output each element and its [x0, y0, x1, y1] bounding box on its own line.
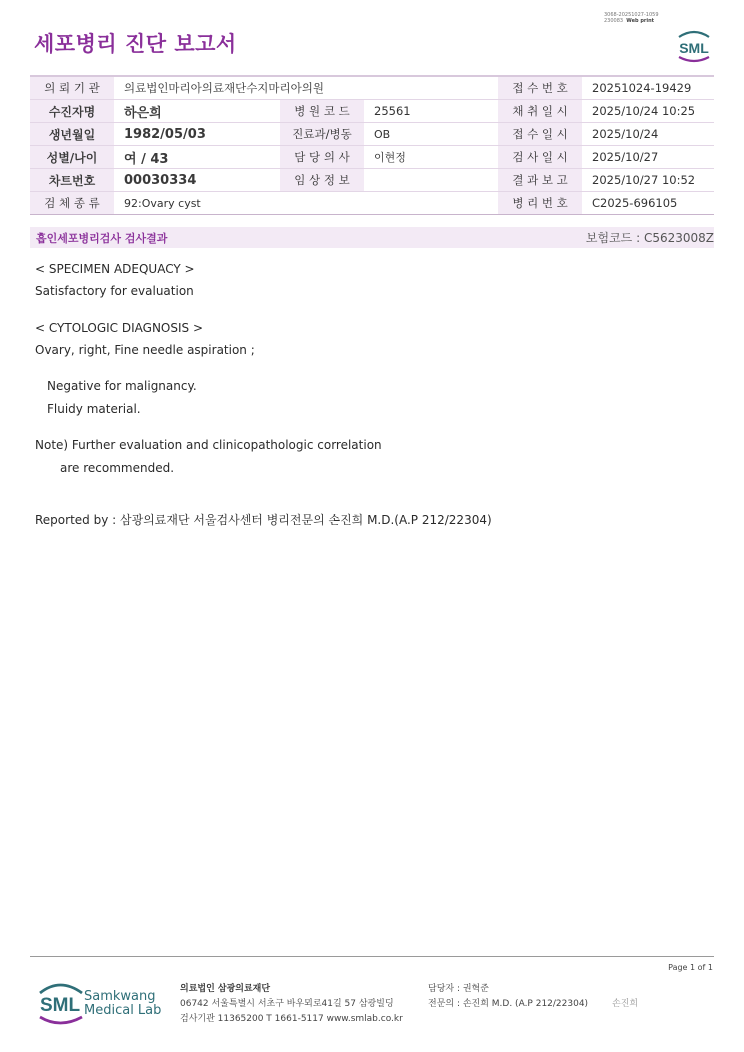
value-receipt-number: 20251024-19429	[582, 76, 714, 100]
value-collection-datetime: 2025/10/24 10:25	[582, 100, 714, 123]
sml-footer-logo-icon	[36, 979, 90, 1027]
print-id	[604, 12, 659, 24]
finding-fluidy: Fluidy material.	[47, 402, 141, 416]
label-patient-name: 수진자명	[30, 100, 114, 123]
label-hospital-code: 병 원 코 드	[280, 100, 364, 123]
label-specimen-type: 검 체 종 류	[30, 192, 114, 215]
page-title: 세포병리 진단 보고서	[34, 32, 237, 56]
value-pathology-number: C2025-696105	[582, 192, 714, 215]
footer-divider	[30, 956, 714, 957]
diagnosis-site: Ovary, right, Fine needle aspiration ;	[35, 343, 255, 357]
sml-logo-text: SML	[679, 40, 709, 56]
table-row	[30, 146, 714, 169]
label-attending-physician: 담 당 의 사	[280, 146, 364, 169]
value-hospital-code: 25561	[364, 100, 498, 123]
label-sex-age: 성별/나이	[30, 146, 114, 169]
table-row	[30, 76, 714, 100]
label-receipt-date: 접 수 일 시	[498, 123, 582, 146]
label-pathology-number: 병 리 번 호	[498, 192, 582, 215]
value-department: OB	[364, 123, 498, 146]
label-chart-number: 차트번호	[30, 169, 114, 192]
value-exam-date: 2025/10/27	[582, 146, 714, 169]
reported-by: Reported by : 삼광의료재단 서울검사센터 병리전문의 손진희 M.D.(A.P 212/22304)	[35, 513, 492, 527]
print-id-line2: 230083	[604, 18, 624, 24]
value-specimen-type: 92:Ovary cyst	[114, 192, 498, 215]
table-row	[30, 123, 714, 146]
table-row	[30, 169, 714, 192]
label-result-report: 결 과 보 고	[498, 169, 582, 192]
label-requesting-institution: 의 뢰 기 관	[30, 76, 114, 100]
address: 06742 서울특별시 서초구 바우뫼로41길 57 삼광빌딩	[180, 999, 394, 1009]
patient-info-table	[30, 75, 714, 215]
value-clinical-info	[364, 169, 498, 192]
table-row	[30, 192, 714, 215]
label-birth-date: 생년월일	[30, 123, 114, 146]
value-birth-date: 1982/05/03	[114, 123, 280, 146]
signature: 손진희	[612, 999, 639, 1009]
value-sex-age: 여 / 43	[114, 146, 280, 169]
company-name-line1: Samkwang	[84, 989, 156, 1004]
label-clinical-info: 임 상 정 보	[280, 169, 364, 192]
label-exam-date: 검 사 일 시	[498, 146, 582, 169]
value-chart-number: 00030334	[114, 169, 280, 192]
note-line-2: are recommended.	[60, 461, 175, 475]
label-department: 진료과/병동	[280, 123, 364, 146]
label-collection-datetime: 채 취 일 시	[498, 100, 582, 123]
manager: 담당자 : 권혁준	[428, 984, 489, 994]
value-requesting-institution: 의료법인마리아의료재단수지마리아의원	[114, 76, 498, 100]
foundation-name: 의료법인 삼광의료재단	[180, 984, 271, 994]
adequacy-heading: < SPECIMEN ADEQUACY >	[35, 262, 195, 276]
page-number: Page 1 of 1	[668, 963, 713, 972]
specialist: 전문의 : 손진희 M.D. (A.P 212/22304)	[428, 999, 589, 1009]
table-row	[30, 100, 714, 123]
company-name-line2: Medical Lab	[84, 1003, 162, 1018]
value-receipt-date: 2025/10/24	[582, 123, 714, 146]
label-receipt-number: 접 수 번 호	[498, 76, 582, 100]
adequacy-text: Satisfactory for evaluation	[35, 284, 194, 298]
print-label: Web print	[626, 18, 655, 24]
result-section-title: 흡인세포병리검사 검사결과	[36, 232, 168, 245]
value-attending-physician: 이현정	[364, 146, 498, 169]
value-result-report: 2025/10/27 10:52	[582, 169, 714, 192]
sml-footer-logo-text: SML	[39, 995, 81, 1016]
print-id-line1: 3068-20251027-1059	[604, 12, 659, 18]
value-patient-name: 하은희	[114, 100, 280, 123]
contact-info: 검사기관 11365200 T 1661-5117 www.smlab.co.kr	[180, 1014, 403, 1024]
insurance-code: 보험코드 : C5623008Z	[585, 231, 714, 245]
company-name	[84, 990, 161, 1018]
note-line-1: Note) Further evaluation and clinicopathologic correlation	[35, 438, 382, 452]
finding-negative: Negative for malignancy.	[47, 379, 197, 393]
sml-logo-icon	[674, 28, 714, 64]
diagnosis-heading: < CYTOLOGIC DIAGNOSIS >	[35, 321, 204, 335]
